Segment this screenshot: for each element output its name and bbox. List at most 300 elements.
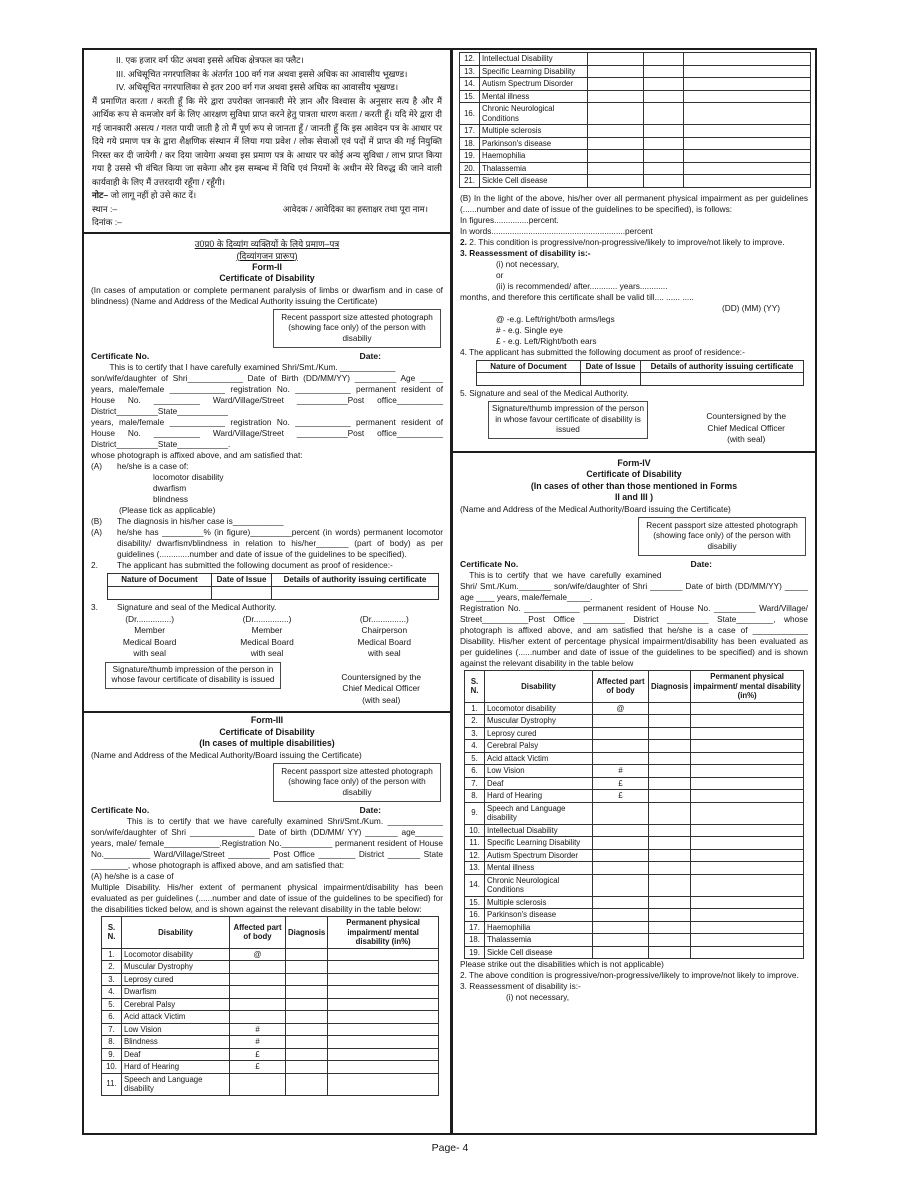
- signatory-seal: with seal: [368, 648, 401, 658]
- row-number: 6.: [465, 765, 485, 778]
- row-number: 19.: [465, 946, 485, 959]
- impairment-cell: [328, 998, 439, 1011]
- disability-name: Specific Learning Disability: [485, 837, 593, 850]
- form2-body2: years, male/female ____________ registration No. ____________ permanent resident of House No. __________ Ward/Village/Street ___________Post office__________ District_________State___________.: [91, 417, 443, 449]
- disability-row: [460, 78, 811, 91]
- page-number: Page- 4: [431, 1142, 469, 1154]
- affected-part: [588, 103, 644, 125]
- disability-name: Cerebral Palsy: [485, 740, 593, 753]
- diagnosis-cell: [286, 1061, 328, 1074]
- form3-disability-table-continued: [459, 52, 811, 188]
- form4-disability-table: [464, 670, 804, 959]
- condition-line: 2. 2. This condition is progressive/non-progressive/likely to improve/not likely to improve.: [460, 236, 785, 247]
- case-item: dwarfism: [153, 483, 187, 493]
- form2-item-b: (B) The diagnosis in his/her case is___________: [91, 516, 284, 526]
- disability-row: [465, 849, 804, 862]
- certificate-no-label: Certificate No.: [91, 805, 150, 815]
- disability-name: Sickle Cell disease: [485, 946, 593, 959]
- disability-name: Dwarfism: [122, 986, 230, 999]
- impairment-cell: [691, 802, 804, 824]
- row-number: 1.: [102, 948, 122, 961]
- disability-name: Low Vision: [485, 765, 593, 778]
- empty-row: [477, 373, 804, 386]
- disability-row: [465, 752, 804, 765]
- form2-cert-title: Certificate of Disability: [219, 273, 315, 283]
- row-number: 11.: [102, 1073, 122, 1095]
- row-number: 3.: [102, 973, 122, 986]
- certificate-no-label: Certificate No.: [91, 351, 150, 361]
- disability-row: [465, 715, 804, 728]
- disability-name: Haemophilia: [480, 150, 588, 163]
- disability-row: [465, 874, 804, 896]
- affected-part: [593, 921, 649, 934]
- disability-name: Speech and Language disability: [485, 802, 593, 824]
- signatory-block: [326, 614, 443, 660]
- affected-part: [588, 90, 644, 103]
- diagnosis-cell: [649, 862, 691, 875]
- signatory-org: Medical Board: [122, 636, 177, 647]
- row-number: 4.: [465, 740, 485, 753]
- affected-part: £: [593, 777, 649, 790]
- form4-cases-line2: II and III ): [614, 492, 654, 502]
- impairment-cell: [691, 874, 804, 896]
- diagnosis-cell: [644, 150, 684, 163]
- affected-part: [588, 175, 644, 188]
- form2-tick-note: (Please tick as applicable): [119, 505, 216, 515]
- disability-row: [102, 998, 439, 1011]
- disability-name: Autism Spectrum Disorder: [480, 78, 588, 91]
- affected-part: [593, 896, 649, 909]
- legend-line: @ -e.g. Left/right/both arms/legs: [496, 313, 615, 324]
- disability-row: [465, 896, 804, 909]
- affected-part: [230, 1073, 286, 1095]
- diagnosis-cell: [649, 849, 691, 862]
- form2-item-2: 2. The applicant has submitted the following document as proof of residence:-: [91, 560, 393, 570]
- form3-title: Form-III: [250, 715, 284, 725]
- diagnosis-cell: [649, 765, 691, 778]
- impairment-cell: [691, 862, 804, 875]
- photo-placeholder-box: Recent passport size attested photograph (showing face only) of the person with disabiliy: [273, 309, 441, 349]
- impairment-cell: [691, 765, 804, 778]
- impairment-cell: [691, 909, 804, 922]
- impairment-cell: [691, 702, 804, 715]
- affected-part: £: [230, 1061, 286, 1074]
- diagnosis-cell: [286, 1073, 328, 1095]
- form2-intro: This is to certify that I have carefully examined Shri/Smt./Kum. ____________: [91, 362, 396, 372]
- signature-thumb-box: Signature/thumb impression of the person in whose favour certificate of disability is issued: [105, 662, 281, 689]
- disability-name: Acid attack Victim: [122, 1011, 230, 1024]
- page-subtitle: (दिव्यांगजन प्रारूप): [236, 250, 298, 261]
- affected-part: £: [593, 790, 649, 803]
- disability-row: [460, 137, 811, 150]
- form4-body1: Shri/ Smt./Kum._______ son/wife/daughter of Shri _______ Date of birth (DD/MM/YY) _____ age ____ years, male/female_____.: [460, 581, 808, 602]
- item-4-line: 4. The applicant has submitted the following document as proof of residence:-: [460, 346, 745, 357]
- form3-cert-title: Certificate of Disability: [219, 726, 315, 737]
- doctor-name-line: (Dr...............): [125, 613, 175, 624]
- disability-name: Thalassemia: [480, 162, 588, 175]
- disability-name: Intellectual Disability: [485, 824, 593, 837]
- impairment-cell: [691, 896, 804, 909]
- column-header: Affected part of body: [593, 671, 649, 703]
- row-number: 9.: [102, 1048, 122, 1061]
- form4-intro: This is to certify that we have carefully examined: [460, 570, 662, 580]
- disability-name: Parkinson's disease: [480, 137, 588, 150]
- diagnosis-cell: [644, 78, 684, 91]
- impairment-cell: [684, 53, 811, 66]
- disability-row: [102, 1036, 439, 1049]
- impairment-cell: [691, 824, 804, 837]
- disability-row: [102, 1061, 439, 1074]
- disability-row: [465, 790, 804, 803]
- affected-part: [588, 65, 644, 78]
- signature-thumb-box: Signature/thumb impression of the person in whose favour certificate of disability is issued: [488, 401, 648, 439]
- disability-row: [465, 862, 804, 875]
- affected-part: #: [593, 765, 649, 778]
- photo-placeholder-box: Recent passport size attested photograph (showing face only) of the person with disabiliy: [273, 763, 441, 803]
- disability-row: [460, 90, 811, 103]
- row-number: 15.: [460, 90, 480, 103]
- affected-part: [588, 150, 644, 163]
- affected-part: [593, 802, 649, 824]
- disability-name: Muscular Dystrophy: [485, 715, 593, 728]
- declaration-note: नोट– जो लागू नहीं हो उसे काट दें।: [92, 190, 197, 200]
- form3-body: This is to certify that we have carefully examined Shri/Smt./Kum. ____________ son/wife/daughter of Shri ______________ Date of birth (DD/MM/ YY) _______ age______ years, male/ female____________.Registration No.___________ permanent resident of House No.__________ Ward/Village/Street _________ Post Office ________ District _______ State ________, whose photograph is affixed above, and am satisfied that:: [91, 816, 446, 870]
- diagnosis-cell: [644, 162, 684, 175]
- diagnosis-cell: [649, 702, 691, 715]
- disability-row: [465, 837, 804, 850]
- reassessment-opt2: (ii) is recommended/ after............ years............: [496, 280, 668, 291]
- disability-name: Leprosy cured: [485, 727, 593, 740]
- disability-row: [460, 162, 811, 175]
- photo-placeholder-box: Recent passport size attested photograph (showing face only) of the person with disabiliy: [638, 517, 806, 557]
- row-number: 9.: [465, 802, 485, 824]
- impairment-cell: [691, 934, 804, 947]
- disability-name: Hard of Hearing: [122, 1061, 230, 1074]
- affected-part: [588, 53, 644, 66]
- form2-item-3: 3. Signature and seal of the Medical Authority.: [91, 601, 277, 612]
- form4-title: Form-IV: [617, 457, 651, 468]
- form4-cert-title: Certificate of Disability: [586, 469, 682, 479]
- disability-name: Mental illness: [480, 90, 588, 103]
- diagnosis-cell: [644, 65, 684, 78]
- diagnosis-cell: [286, 948, 328, 961]
- valid-till-line: months, and therefore this certificate shall be valid till.... ...... .....: [460, 291, 694, 302]
- declaration-item: III. अधिसूचित नगरपालिका के अंतर्गत 100 वर्ग गज अथवा इससे अधिक का आवासीय भूखण्ड।: [116, 68, 408, 79]
- affected-part: [593, 752, 649, 765]
- applicant-signature-label: आवेदक / आवेदिका का हस्ताक्षर तथा पूरा नाम।: [282, 203, 428, 214]
- diagnosis-cell: [286, 961, 328, 974]
- diagnosis-cell: [644, 175, 684, 188]
- disability-name: Specific Learning Disability: [480, 65, 588, 78]
- date-label: Date:: [359, 805, 381, 815]
- column-header: S. N.: [465, 671, 485, 703]
- signatory-seal: with seal: [133, 648, 166, 658]
- disability-name: Multiple sclerosis: [480, 125, 588, 138]
- form2-residence-table: [107, 573, 439, 600]
- row-number: 19.: [460, 150, 480, 163]
- disability-name: Blindness: [122, 1036, 230, 1049]
- declaration-place-line: [92, 203, 442, 217]
- disability-name: Muscular Dystrophy: [122, 961, 230, 974]
- row-number: 13.: [465, 862, 485, 875]
- disability-name: Mental illness: [485, 862, 593, 875]
- signatory-org: Medical Board: [240, 636, 294, 647]
- affected-part: £: [230, 1048, 286, 1061]
- affected-part: [593, 946, 649, 959]
- form2-title: Form-II: [252, 261, 282, 272]
- form4-description: (Name and Address of the Medical Authority/Board issuing the Certificate): [460, 503, 731, 514]
- row-number: 12.: [460, 53, 480, 66]
- diagnosis-cell: [649, 921, 691, 934]
- diagnosis-cell: [644, 90, 684, 103]
- row-number: 18.: [460, 137, 480, 150]
- disability-row: [102, 1048, 439, 1061]
- diagnosis-cell: [286, 973, 328, 986]
- affected-part: [593, 715, 649, 728]
- affected-part: [588, 78, 644, 91]
- row-number: 10.: [465, 824, 485, 837]
- column-header: Nature of Document: [477, 360, 581, 373]
- disability-name: Haemophilia: [485, 921, 593, 934]
- row-number: 7.: [102, 1023, 122, 1036]
- disability-name: Deaf: [485, 777, 593, 790]
- row-number: 14.: [460, 78, 480, 91]
- impairment-cell: [691, 777, 804, 790]
- impairment-cell: [684, 137, 811, 150]
- affected-part: [593, 849, 649, 862]
- row-number: 6.: [102, 1011, 122, 1024]
- disability-name: Intellectual Disability: [480, 53, 588, 66]
- column-header: Affected part of body: [230, 917, 286, 949]
- disability-row: [102, 961, 439, 974]
- disability-name: Chronic Neurological Conditions: [485, 874, 593, 896]
- diagnosis-cell: [649, 715, 691, 728]
- disability-name: Low Vision: [122, 1023, 230, 1036]
- affected-part: #: [230, 1023, 286, 1036]
- impairment-cell: [684, 162, 811, 175]
- row-number: 15.: [465, 896, 485, 909]
- affected-part: [230, 973, 286, 986]
- disability-row: [102, 1073, 439, 1095]
- disability-row: [465, 934, 804, 947]
- form2-signature-footer: [105, 662, 437, 707]
- right-column: [452, 50, 815, 1133]
- affected-part: [593, 934, 649, 947]
- disability-row: [460, 150, 811, 163]
- disability-row: [465, 909, 804, 922]
- impairment-cell: [328, 1048, 439, 1061]
- affected-part: [230, 986, 286, 999]
- disability-row: [465, 702, 804, 715]
- disability-row: [102, 1011, 439, 1024]
- reassessment-heading: 3. Reassessment of disability is:-: [460, 247, 591, 258]
- page-title: उ0प्र0 के दिव्यांग व्यक्तियों के लिये प्रमाण–पत्र: [194, 238, 340, 249]
- disability-row: [460, 103, 811, 125]
- disability-row: [465, 765, 804, 778]
- column-header: Diagnosis: [649, 671, 691, 703]
- impairment-cell: [691, 946, 804, 959]
- impairment-cell: [328, 1061, 439, 1074]
- doctor-name-line: (Dr...............): [359, 613, 409, 624]
- diagnosis-cell: [286, 1023, 328, 1036]
- affected-part: [593, 824, 649, 837]
- disability-name: Speech and Language disability: [122, 1073, 230, 1095]
- disability-name: Multiple sclerosis: [485, 896, 593, 909]
- signatory-role: Member: [251, 625, 283, 635]
- diagnosis-cell: [644, 137, 684, 150]
- diagnosis-cell: [649, 946, 691, 959]
- doctor-name-line: (Dr...............): [242, 613, 292, 624]
- impairment-cell: [691, 790, 804, 803]
- diagnosis-cell: [649, 837, 691, 850]
- disability-row: [465, 727, 804, 740]
- diagnosis-cell: [649, 874, 691, 896]
- diagnosis-cell: [286, 1048, 328, 1061]
- diagnosis-cell: [286, 1011, 328, 1024]
- impairment-cell: [691, 849, 804, 862]
- impairment-cell: [691, 837, 804, 850]
- in-figures-line: In figures...............percent.: [460, 214, 559, 225]
- form3-cases: (In cases of multiple disabilities): [199, 738, 335, 748]
- empty-row: [108, 586, 439, 599]
- row-number: 17.: [460, 125, 480, 138]
- column-header: Date of Issue: [581, 360, 641, 373]
- diagnosis-cell: [644, 53, 684, 66]
- signatory-role: Member: [134, 625, 166, 635]
- row-number: 8.: [465, 790, 485, 803]
- signatory-seal: with seal: [250, 648, 284, 658]
- row-number: 1.: [465, 702, 485, 715]
- affected-part: #: [230, 1036, 286, 1049]
- row-number: 14.: [465, 874, 485, 896]
- diagnosis-cell: [286, 1036, 328, 1049]
- diagnosis-cell: [649, 909, 691, 922]
- form3-certno-line: [91, 804, 443, 816]
- disability-name: Locomotor disability: [122, 948, 230, 961]
- column-header: Disability: [485, 671, 593, 703]
- legend-line: # - e.g. Single eye: [496, 324, 563, 335]
- form2-body1: son/wife/daughter of Shri____________ Date of Birth (DD/MM/YY) _________ Age _____ years, male/female ____________ registration No. ____________ permanent resident of House No. __________ Ward/Village/Street ___________Post office__________ District_________State___________: [91, 373, 443, 416]
- form3-description: (Name and Address of the Medical Authority/Board issuing the Certificate): [91, 749, 362, 760]
- row-number: 13.: [460, 65, 480, 78]
- item-5-line: 5. Signature and seal of the Medical Authority.: [460, 388, 629, 398]
- impairment-cell: [684, 78, 811, 91]
- strike-out-note: Please strike out the disabilities which is not applicable): [460, 959, 664, 969]
- disability-name: Locomotor disability: [485, 702, 593, 715]
- diagnosis-cell: [649, 802, 691, 824]
- disability-row: [465, 946, 804, 959]
- diagnosis-cell: [649, 934, 691, 947]
- in-words-line: In words..........................................................percent: [460, 225, 653, 236]
- form4-cases-line1: (In cases of other than those mentioned in Forms: [530, 480, 738, 491]
- impairment-cell: [328, 973, 439, 986]
- diagnosis-cell: [286, 998, 328, 1011]
- disability-row: [102, 948, 439, 961]
- row-number: 5.: [102, 998, 122, 1011]
- condition-text: 2. This condition is progressive/non-progressive/likely to improve/not likely to improve.: [469, 236, 785, 247]
- impairment-cell: [684, 125, 811, 138]
- impairment-cell: [691, 715, 804, 728]
- form3-section: [84, 711, 450, 1098]
- form3-multiple-paragraph: Multiple Disability. His/her extent of permanent physical impairment/disability has been evaluated as per guidelines (......number and date of issue of the guidelines to be specified) for the disabilities ticked below, and is shown against the relevant disability in the table below:: [91, 882, 443, 914]
- signatory-org: Medical Board: [357, 636, 412, 647]
- affected-part: [593, 909, 649, 922]
- row-number: 12.: [465, 849, 485, 862]
- affected-part: @: [230, 948, 286, 961]
- reassessment-or: or: [496, 269, 504, 280]
- disability-name: Leprosy cured: [122, 973, 230, 986]
- declaration-date-line: दिनांक :–: [92, 217, 122, 227]
- impairment-cell: [328, 1011, 439, 1024]
- signatory-block: [91, 614, 208, 660]
- declaration-paragraph: मैं प्रमाणित करता / करती हूँ कि मेरे द्वारा उपरोक्त जानकारी मेरे ज्ञान और विश्वास के अनुसार सत्य है और मैं आर्थिक रूप से कमजोर वर्ग के लिए आरक्षण सुविधा प्राप्त करने हेतु पात्रता धारण करता / करती हूँ। यदि मेरे द्वारा दी गई जानकारी असत्य / गलत पायी जाती है तो मैं पूर्ण रूप से जानता हूँ / जानती हूँ कि इस आवेदन पत्र के आधार पर दिये गये प्रमाण पत्र के द्वारा शैक्षणिक संस्थान में लिया गया प्रवेश / लोक सेवाओं एवं पदों में प्राप्त की गई नियुक्ति निरस्त कर दी जायेगी / कर दिया जायेगा अथवा इस प्रमाण पत्र के आधार पर कोई अन्य सुविधा / लाभ प्राप्त किया गया है उससे भी वंचित किया जा सकेगा और इस सम्बन्ध में विधि एवं नियमों के अधीन मेरे विरुद्ध की जाने वाली कार्यवाही के लिए मैं उत्तरदायी रहूँगा / रहूँगी।: [92, 95, 442, 187]
- disability-row: [102, 1023, 439, 1036]
- column-header: Disability: [122, 917, 230, 949]
- disability-name: Autism Spectrum Disorder: [485, 849, 593, 862]
- signatory-role: Chairperson: [361, 625, 408, 635]
- row-number: 10.: [102, 1061, 122, 1074]
- reassessment-opt1: (i) not necessary,: [496, 258, 560, 269]
- column-header: Diagnosis: [286, 917, 328, 949]
- affected-part: [593, 874, 649, 896]
- affected-part: [230, 961, 286, 974]
- form2-signatories: [91, 614, 443, 660]
- disability-row: [465, 740, 804, 753]
- disability-row: [460, 175, 811, 188]
- affected-part: [593, 837, 649, 850]
- form4-opt1: (i) not necessary,: [506, 992, 570, 1002]
- row-number: 20.: [460, 162, 480, 175]
- left-column: [84, 50, 452, 1133]
- impairment-cell: [691, 740, 804, 753]
- document-page-frame: [82, 48, 817, 1135]
- disability-row: [102, 986, 439, 999]
- disability-name: Thalassemia: [485, 934, 593, 947]
- row-number: 16.: [465, 909, 485, 922]
- impairment-cell: [684, 150, 811, 163]
- affected-part: [230, 998, 286, 1011]
- item-b-paragraph: (B) In the light of the above, his/her over all permanent physical impairment as per guidelines (......number and date of issue of the guidelines to be specified), is follows:: [460, 192, 808, 214]
- row-number: 7.: [465, 777, 485, 790]
- form2-description: (In cases of amputation or complete permanent paralysis of limbs or dwarfism and in case of blindness) (Name and Address of the Medical Authority issuing the Certificate): [91, 284, 443, 306]
- affected-part: [593, 862, 649, 875]
- form3-residence-table: [476, 360, 804, 387]
- form2-item-a2: (A) he/she has _________% (in figure)_________percent (in words) permanent locomotor disability/ dwarfism/blindness in relation to his/her_______ (part of body) as per guidelines (.............number and date of issue of the guidelines to be specified).: [91, 527, 443, 559]
- certificate-header: [91, 236, 443, 262]
- diagnosis-cell: [649, 740, 691, 753]
- disability-row: [460, 65, 811, 78]
- disability-row: [460, 53, 811, 66]
- countersign-block: Countersigned by the Chief Medical Officer (with seal): [341, 671, 421, 705]
- diagnosis-cell: [649, 896, 691, 909]
- row-number: 4.: [102, 986, 122, 999]
- disability-name: Sickle Cell disease: [480, 175, 588, 188]
- disability-row: [102, 973, 439, 986]
- case-item: locomotor disability: [153, 472, 224, 482]
- diagnosis-cell: [649, 727, 691, 740]
- row-number: 16.: [460, 103, 480, 125]
- disability-row: [465, 824, 804, 837]
- column-header: Permanent physical impairment/ mental disability (in%): [691, 671, 804, 703]
- impairment-cell: [328, 1036, 439, 1049]
- affected-part: [588, 125, 644, 138]
- column-header: Permanent physical impairment/ mental disability (in%): [328, 917, 439, 949]
- column-header: Details of authority issuing certificate: [272, 574, 439, 587]
- diagnosis-cell: [649, 790, 691, 803]
- affected-part: @: [593, 702, 649, 715]
- affected-part: [588, 162, 644, 175]
- disability-name: Chronic Neurological Conditions: [480, 103, 588, 125]
